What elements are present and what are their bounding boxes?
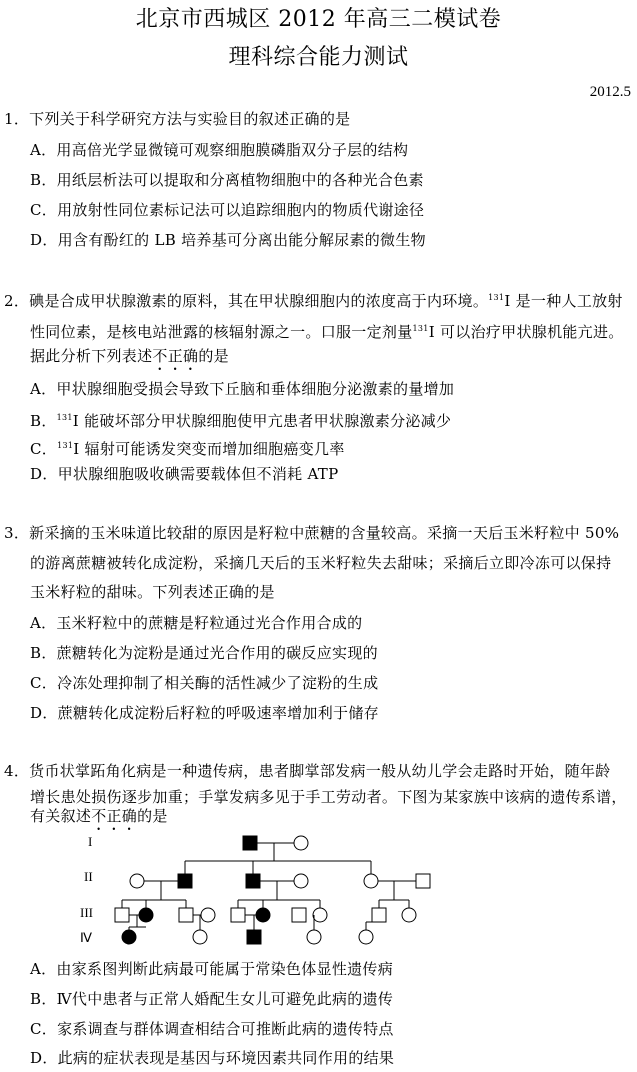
q3-option-d: D．蔗糖转化成淀粉后籽粒的呼吸速率增加利于储存 bbox=[30, 704, 379, 722]
emphasized-not-correct: 不正确 bbox=[91, 807, 138, 825]
q3-option-b: B．蔗糖转化为淀粉是通过光合作用的碳反应实现的 bbox=[30, 644, 378, 662]
isotope-mass-number: 131 bbox=[56, 413, 73, 422]
q1-option-b: B．用纸层析法可以提取和分离植物细胞中的各种光合色素 bbox=[30, 171, 424, 189]
emphasized-not-correct: 不正确 bbox=[152, 347, 199, 365]
gen3-normal-male bbox=[292, 908, 306, 922]
gen4-affected-male bbox=[247, 930, 261, 944]
generation-label-2: II bbox=[84, 869, 93, 884]
generation-label-3: III bbox=[80, 905, 93, 920]
q2-option-b-letter: B． bbox=[30, 412, 57, 430]
q2-option-b bbox=[30, 407, 451, 432]
gen3-normal-male bbox=[179, 908, 193, 922]
q4-stem-line2: 增长患处损伤逐步加重；手掌发病多见于手工劳动者。下图为某家族中该病的遗传系谱， bbox=[30, 788, 627, 806]
q3-stem-line3: 玉米籽粒的甜味。下列表述正确的是 bbox=[30, 583, 275, 601]
gen3-normal-male bbox=[372, 908, 386, 922]
gen1-normal-female bbox=[294, 836, 308, 850]
q2-stem-line3-text: 据此分析下列表述 bbox=[30, 347, 153, 365]
gen4-affected-female bbox=[122, 930, 136, 944]
q3-stem-line1: 3．新采摘的玉米味道比较甜的原因是籽粒中蔗糖的含量较高。采摘一天后玉米籽粒中 50% bbox=[4, 524, 620, 542]
gen3-normal-female bbox=[313, 908, 327, 922]
gen2-normal-female bbox=[130, 874, 144, 888]
page-title-line1: 北京市西城区 2012 年高三二模试卷 bbox=[135, 7, 502, 32]
gen3-normal-female bbox=[402, 908, 416, 922]
q2-stem-line3-tail: 的是 bbox=[198, 347, 229, 365]
exam-date: 2012.5 bbox=[589, 84, 631, 100]
q2-stem-line3 bbox=[30, 345, 229, 374]
q2-stem-line1-tail: I 是一种人工放射 bbox=[504, 292, 623, 310]
q1-option-a: A．用高倍光学显微镜可观察细胞膜磷脂双分子层的结构 bbox=[30, 141, 409, 159]
q2-stem-line1-text: 2．碘是合成甲状腺激素的原料，其在甲状腺细胞内的浓度高于内环境。 bbox=[4, 292, 489, 310]
isotope-mass-number: 131 bbox=[488, 293, 505, 302]
gen2-affected-male bbox=[178, 874, 192, 888]
gen2-normal-female bbox=[294, 874, 308, 888]
q4-stem-line1: 4．货币状掌跖角化病是一种遗传病，患者脚掌部发病一般从幼儿学会走路时开始，随年龄 bbox=[4, 762, 611, 780]
generation-label-1: I bbox=[88, 834, 93, 849]
gen2-normal-male bbox=[416, 874, 430, 888]
gen3-normal-male bbox=[231, 908, 245, 922]
q2-stem-line1 bbox=[4, 287, 623, 312]
generation-label-4: Ⅳ bbox=[80, 930, 92, 945]
q2-stem-line2-tail: I 可以治疗甲状腺机能亢进。 bbox=[428, 323, 624, 341]
q2-option-c-letter: C． bbox=[30, 440, 58, 458]
page-title-line2: 理科综合能力测试 bbox=[228, 45, 409, 70]
gen3-normal-female bbox=[201, 908, 215, 922]
q4-option-a: A．由家系图判断此病最可能属于常染色体显性遗传病 bbox=[30, 960, 394, 978]
pedigree-chart bbox=[60, 826, 460, 952]
q3-stem-line2: 的游离蔗糖被转化成淀粉，采摘几天后的玉米籽粒失去甜味；采摘后立即冷冻可以保持 bbox=[30, 554, 612, 572]
q4-option-d: D．此病的症状表现是基因与环境因素共同作用的结果 bbox=[30, 1049, 395, 1067]
gen3-normal-male bbox=[115, 908, 129, 922]
gen2-affected-male bbox=[246, 874, 260, 888]
gen4-normal-female bbox=[359, 930, 373, 944]
q2-stem-line2 bbox=[30, 318, 624, 343]
q2-option-d: D．甲状腺细胞吸收碘需要载体但不消耗 ATP bbox=[30, 465, 339, 483]
gen4-normal-female bbox=[307, 930, 321, 944]
gen3-affected-female bbox=[256, 908, 270, 922]
gen3-affected-female bbox=[139, 908, 153, 922]
q1-option-c: C．用放射性同位素标记法可以追踪细胞内的物质代谢途径 bbox=[30, 201, 425, 219]
q4-stem-line3-tail: 的是 bbox=[137, 807, 168, 825]
q2-option-a: A．甲状腺细胞受损会导致下丘脑和垂体细胞分泌激素的量增加 bbox=[30, 380, 455, 398]
gen1-affected-male bbox=[243, 836, 257, 850]
q1-stem: 1．下列关于科学研究方法与实验目的叙述正确的是 bbox=[4, 110, 351, 128]
q3-option-a: A．玉米籽粒中的蔗糖是籽粒通过光合作用合成的 bbox=[30, 614, 363, 632]
q4-option-b: B．Ⅳ代中患者与正常人婚配生女儿可避免此病的遗传 bbox=[30, 990, 394, 1008]
isotope-mass-number: 131 bbox=[57, 441, 74, 450]
q3-option-c: C．冷冻处理抑制了相关酶的活性减少了淀粉的生成 bbox=[30, 674, 379, 692]
q2-option-c bbox=[30, 435, 345, 460]
q2-option-c-text: I 辐射可能诱发突变而增加细胞癌变几率 bbox=[73, 440, 345, 458]
q4-option-c: C．家系调查与群体调查相结合可推断此病的遗传特点 bbox=[30, 1020, 394, 1038]
q4-stem-line3-text: 有关叙述 bbox=[30, 807, 92, 825]
q2-option-b-text: I 能破坏部分甲状腺细胞使甲亢患者甲状腺激素分泌减少 bbox=[72, 412, 452, 430]
q2-stem-line2-text: 性同位素，是核电站泄露的核辐射源之一。口服一定剂量 bbox=[30, 323, 413, 341]
isotope-mass-number: 131 bbox=[412, 324, 429, 333]
gen4-normal-female bbox=[193, 930, 207, 944]
gen2-normal-female bbox=[364, 874, 378, 888]
q1-option-d: D．用含有酚红的 LB 培养基可分离出能分解尿素的微生物 bbox=[30, 231, 426, 249]
